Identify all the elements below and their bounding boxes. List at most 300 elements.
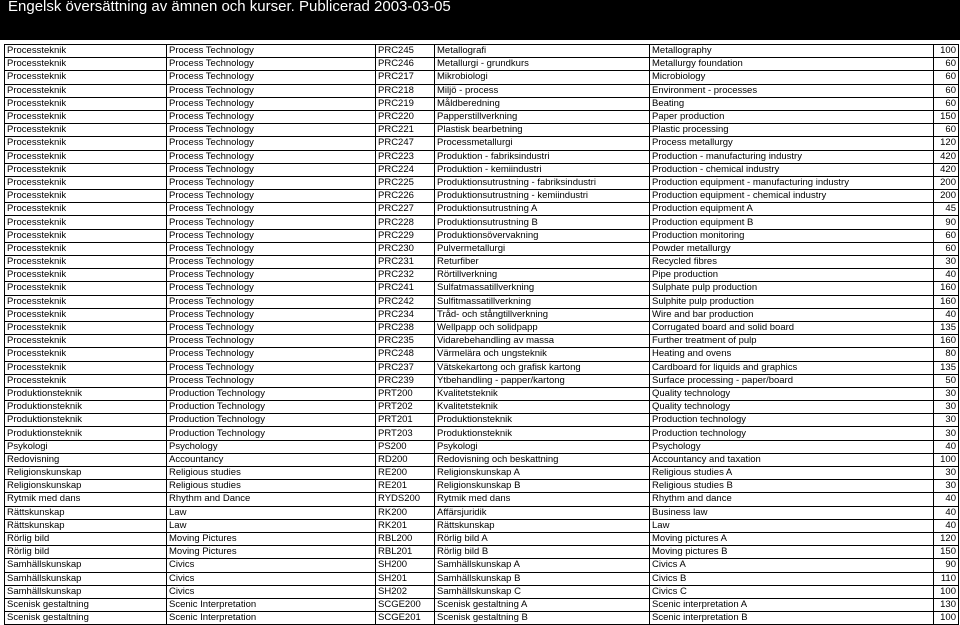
course-code-cell: PRC245 [376,45,435,58]
subject-sv-cell: Processteknik [5,242,167,255]
course-sv-cell: Produktionsutrustning - fabriksindustri [435,176,650,189]
page-title: Engelsk översättning av ämnen och kurser. Publicerad 2003-03-05 [8,0,451,15]
subject-sv-cell: Produktionsteknik [5,401,167,414]
points-cell: 60 [934,84,959,97]
course-en-cell: Religious studies A [650,467,934,480]
course-en-cell: Scenic interpretation B [650,612,934,625]
header-banner [0,0,960,40]
subject-sv-cell: Rytmik med dans [5,493,167,506]
points-cell: 60 [934,242,959,255]
course-code-cell: PRC237 [376,361,435,374]
table-row [5,361,959,374]
course-code-cell: PRT202 [376,401,435,414]
course-code-cell: RK200 [376,506,435,519]
course-en-cell: Sulphite pulp production [650,295,934,308]
course-code-cell: SH200 [376,559,435,572]
course-en-cell: Civics B [650,572,934,585]
subject-en-cell: Psychology [167,440,376,453]
course-en-cell: Process metallurgy [650,137,934,150]
subject-sv-cell: Rättskunskap [5,506,167,519]
course-code-cell: PRC223 [376,150,435,163]
course-en-cell: Metallurgy foundation [650,58,934,71]
subject-en-cell: Process Technology [167,97,376,110]
subject-sv-cell: Processteknik [5,203,167,216]
table-row [5,453,959,466]
course-en-cell: Corrugated board and solid board [650,321,934,334]
course-sv-cell: Produktionsutrustning B [435,216,650,229]
course-sv-cell: Samhällskunskap A [435,559,650,572]
course-en-cell: Religious studies B [650,480,934,493]
table-row [5,348,959,361]
course-table [4,44,959,625]
course-sv-cell: Sulfatmassatillverkning [435,282,650,295]
course-code-cell: PRC220 [376,110,435,123]
course-sv-cell: Mikrobiologi [435,71,650,84]
table-row [5,387,959,400]
table-row [5,506,959,519]
points-cell: 30 [934,387,959,400]
course-en-cell: Law [650,519,934,532]
course-code-cell: RK201 [376,519,435,532]
subject-en-cell: Production Technology [167,401,376,414]
subject-en-cell: Process Technology [167,269,376,282]
course-sv-cell: Metallografi [435,45,650,58]
course-en-cell: Recycled fibres [650,256,934,269]
course-sv-cell: Kvalitetsteknik [435,387,650,400]
course-sv-cell: Ytbehandling - papper/kartong [435,374,650,387]
table-row [5,282,959,295]
course-sv-cell: Scenisk gestaltning B [435,612,650,625]
course-sv-cell: Värmelära och ungsteknik [435,348,650,361]
course-en-cell: Metallography [650,45,934,58]
course-code-cell: PRC234 [376,308,435,321]
course-code-cell: PRC235 [376,335,435,348]
course-sv-cell: Papperstillverkning [435,110,650,123]
subject-sv-cell: Processteknik [5,45,167,58]
course-code-cell: RE200 [376,467,435,480]
course-code-cell: PRC224 [376,163,435,176]
subject-en-cell: Process Technology [167,203,376,216]
table-row [5,163,959,176]
points-cell: 60 [934,58,959,71]
subject-en-cell: Religious studies [167,480,376,493]
subject-en-cell: Law [167,506,376,519]
subject-sv-cell: Samhällskunskap [5,559,167,572]
points-cell: 40 [934,493,959,506]
table-row [5,137,959,150]
course-sv-cell: Metallurgi - grundkurs [435,58,650,71]
course-sv-cell: Kvalitetsteknik [435,401,650,414]
subject-en-cell: Civics [167,585,376,598]
table-row [5,572,959,585]
subject-sv-cell: Processteknik [5,361,167,374]
table-row [5,242,959,255]
course-sv-cell: Sulfitmassatillverkning [435,295,650,308]
table-row [5,519,959,532]
course-en-cell: Wire and bar production [650,308,934,321]
subject-en-cell: Process Technology [167,58,376,71]
course-sv-cell: Samhällskunskap C [435,585,650,598]
points-cell: 30 [934,427,959,440]
points-cell: 60 [934,71,959,84]
subject-sv-cell: Processteknik [5,97,167,110]
course-code-cell: RYDS200 [376,493,435,506]
subject-sv-cell: Processteknik [5,269,167,282]
subject-sv-cell: Processteknik [5,282,167,295]
subject-en-cell: Process Technology [167,229,376,242]
course-en-cell: Production equipment - chemical industry [650,190,934,203]
table-row [5,295,959,308]
course-code-cell: PRC225 [376,176,435,189]
points-cell: 200 [934,190,959,203]
course-en-cell: Further treatment of pulp [650,335,934,348]
course-code-cell: PRT203 [376,427,435,440]
subject-sv-cell: Processteknik [5,150,167,163]
subject-sv-cell: Processteknik [5,176,167,189]
subject-en-cell: Civics [167,559,376,572]
subject-en-cell: Process Technology [167,190,376,203]
points-cell: 45 [934,203,959,216]
subject-en-cell: Process Technology [167,348,376,361]
points-cell: 100 [934,612,959,625]
course-en-cell: Production equipment B [650,216,934,229]
table-row [5,58,959,71]
table-row [5,97,959,110]
subject-en-cell: Process Technology [167,308,376,321]
subject-sv-cell: Processteknik [5,58,167,71]
course-en-cell: Production equipment A [650,203,934,216]
subject-sv-cell: Samhällskunskap [5,572,167,585]
subject-sv-cell: Processteknik [5,163,167,176]
course-code-cell: PRT200 [376,387,435,400]
course-code-cell: SCGE201 [376,612,435,625]
table-body [5,45,959,625]
points-cell: 40 [934,308,959,321]
points-cell: 60 [934,229,959,242]
course-sv-cell: Produktionsövervakning [435,229,650,242]
points-cell: 420 [934,163,959,176]
course-code-cell: SCGE200 [376,598,435,611]
table-row [5,45,959,58]
subject-en-cell: Scenic Interpretation [167,612,376,625]
table-row [5,493,959,506]
subject-en-cell: Process Technology [167,163,376,176]
course-sv-cell: Produktionsutrustning - kemiindustri [435,190,650,203]
points-cell: 110 [934,572,959,585]
table-row [5,480,959,493]
subject-en-cell: Civics [167,572,376,585]
subject-en-cell: Process Technology [167,335,376,348]
points-cell: 160 [934,335,959,348]
subject-en-cell: Moving Pictures [167,546,376,559]
course-code-cell: SH201 [376,572,435,585]
course-en-cell: Heating and ovens [650,348,934,361]
course-code-cell: SH202 [376,585,435,598]
course-sv-cell: Rörtillverkning [435,269,650,282]
table-row [5,190,959,203]
table-row [5,598,959,611]
subject-en-cell: Process Technology [167,84,376,97]
subject-sv-cell: Produktionsteknik [5,427,167,440]
course-en-cell: Paper production [650,110,934,123]
course-en-cell: Quality technology [650,387,934,400]
course-code-cell: PRC230 [376,242,435,255]
points-cell: 90 [934,216,959,229]
points-cell: 420 [934,150,959,163]
course-sv-cell: Pulvermetallurgi [435,242,650,255]
course-sv-cell: Affärsjuridik [435,506,650,519]
subject-sv-cell: Processteknik [5,110,167,123]
course-code-cell: PRC221 [376,124,435,137]
course-sv-cell: Rytmik med dans [435,493,650,506]
course-sv-cell: Miljö - process [435,84,650,97]
points-cell: 100 [934,45,959,58]
table-row [5,203,959,216]
course-code-cell: PRC238 [376,321,435,334]
subject-sv-cell: Processteknik [5,124,167,137]
subject-sv-cell: Processteknik [5,335,167,348]
table-row [5,71,959,84]
course-code-cell: PRC239 [376,374,435,387]
course-en-cell: Quality technology [650,401,934,414]
course-code-cell: PRC248 [376,348,435,361]
course-sv-cell: Religionskunskap A [435,467,650,480]
points-cell: 60 [934,97,959,110]
points-cell: 150 [934,546,959,559]
table-row [5,559,959,572]
subject-en-cell: Production Technology [167,414,376,427]
course-code-cell: PRC227 [376,203,435,216]
table-row [5,612,959,625]
subject-en-cell: Process Technology [167,176,376,189]
subject-en-cell: Religious studies [167,467,376,480]
table-row [5,124,959,137]
course-en-cell: Production - chemical industry [650,163,934,176]
subject-en-cell: Process Technology [167,374,376,387]
subject-en-cell: Process Technology [167,45,376,58]
subject-sv-cell: Processteknik [5,348,167,361]
course-en-cell: Rhythm and dance [650,493,934,506]
course-sv-cell: Psykologi [435,440,650,453]
course-sv-cell: Returfiber [435,256,650,269]
points-cell: 30 [934,467,959,480]
course-code-cell: PRC242 [376,295,435,308]
course-code-cell: PRC217 [376,71,435,84]
table-row [5,308,959,321]
course-sv-cell: Redovisning och beskattning [435,453,650,466]
course-sv-cell: Rättskunskap [435,519,650,532]
subject-sv-cell: Processteknik [5,308,167,321]
course-en-cell: Production monitoring [650,229,934,242]
subject-sv-cell: Processteknik [5,190,167,203]
course-en-cell: Civics C [650,585,934,598]
points-cell: 135 [934,321,959,334]
course-sv-cell: Vätskekartong och grafisk kartong [435,361,650,374]
subject-sv-cell: Produktionsteknik [5,387,167,400]
course-en-cell: Environment - processes [650,84,934,97]
course-code-cell: PRC218 [376,84,435,97]
course-sv-cell: Rörlig bild A [435,532,650,545]
course-code-cell: RBL200 [376,532,435,545]
table-row [5,110,959,123]
subject-en-cell: Process Technology [167,137,376,150]
course-en-cell: Plastic processing [650,124,934,137]
subject-sv-cell: Processteknik [5,229,167,242]
course-sv-cell: Vidarebehandling av massa [435,335,650,348]
table-row [5,374,959,387]
course-en-cell: Psychology [650,440,934,453]
course-en-cell: Business law [650,506,934,519]
points-cell: 90 [934,559,959,572]
points-cell: 135 [934,361,959,374]
points-cell: 120 [934,137,959,150]
table-row [5,585,959,598]
course-en-cell: Production technology [650,427,934,440]
subject-sv-cell: Processteknik [5,137,167,150]
table-row [5,546,959,559]
course-sv-cell: Wellpapp och solidpapp [435,321,650,334]
table-row [5,440,959,453]
subject-sv-cell: Scenisk gestaltning [5,598,167,611]
course-sv-cell: Processmetallurgi [435,137,650,150]
course-en-cell: Powder metallurgy [650,242,934,255]
course-code-cell: PRC246 [376,58,435,71]
table-row [5,256,959,269]
subject-en-cell: Process Technology [167,361,376,374]
subject-sv-cell: Psykologi [5,440,167,453]
course-code-cell: PRC232 [376,269,435,282]
points-cell: 40 [934,440,959,453]
points-cell: 40 [934,519,959,532]
subject-en-cell: Process Technology [167,256,376,269]
course-code-cell: PRC231 [376,256,435,269]
subject-en-cell: Process Technology [167,282,376,295]
points-cell: 60 [934,124,959,137]
points-cell: 100 [934,585,959,598]
course-sv-cell: Produktion - fabriksindustri [435,150,650,163]
course-en-cell: Moving pictures A [650,532,934,545]
course-sv-cell: Tråd- och stångtillverkning [435,308,650,321]
subject-en-cell: Process Technology [167,110,376,123]
subject-sv-cell: Processteknik [5,216,167,229]
course-sv-cell: Plastisk bearbetning [435,124,650,137]
subject-sv-cell: Processteknik [5,295,167,308]
subject-en-cell: Process Technology [167,242,376,255]
subject-en-cell: Accountancy [167,453,376,466]
subject-en-cell: Production Technology [167,387,376,400]
course-code-cell: PRC229 [376,229,435,242]
subject-en-cell: Production Technology [167,427,376,440]
subject-en-cell: Rhythm and Dance [167,493,376,506]
subject-en-cell: Process Technology [167,295,376,308]
course-code-cell: RD200 [376,453,435,466]
course-en-cell: Civics A [650,559,934,572]
course-code-cell: PRC226 [376,190,435,203]
table-row [5,229,959,242]
table-row [5,269,959,282]
subject-sv-cell: Rättskunskap [5,519,167,532]
table-row [5,427,959,440]
course-code-cell: PRT201 [376,414,435,427]
subject-en-cell: Process Technology [167,216,376,229]
course-en-cell: Surface processing - paper/board [650,374,934,387]
course-sv-cell: Rörlig bild B [435,546,650,559]
course-en-cell: Scenic interpretation A [650,598,934,611]
subject-en-cell: Process Technology [167,124,376,137]
table-row [5,414,959,427]
course-sv-cell: Religionskunskap B [435,480,650,493]
table-row [5,216,959,229]
course-en-cell: Beating [650,97,934,110]
subject-sv-cell: Samhällskunskap [5,585,167,598]
subject-sv-cell: Processteknik [5,321,167,334]
table-row [5,335,959,348]
course-en-cell: Production technology [650,414,934,427]
subject-sv-cell: Rörlig bild [5,532,167,545]
course-en-cell: Production equipment - manufacturing industry [650,176,934,189]
table-row [5,176,959,189]
points-cell: 130 [934,598,959,611]
subject-en-cell: Law [167,519,376,532]
course-sv-cell: Produktionsutrustning A [435,203,650,216]
subject-sv-cell: Processteknik [5,84,167,97]
points-cell: 200 [934,176,959,189]
table-row [5,401,959,414]
course-en-cell: Sulphate pulp production [650,282,934,295]
course-code-cell: PS200 [376,440,435,453]
course-sv-cell: Produktion - kemiindustri [435,163,650,176]
course-sv-cell: Måldberedning [435,97,650,110]
subject-en-cell: Process Technology [167,321,376,334]
course-sv-cell: Produktionsteknik [435,414,650,427]
subject-sv-cell: Redovisning [5,453,167,466]
points-cell: 50 [934,374,959,387]
points-cell: 30 [934,256,959,269]
subject-sv-cell: Processteknik [5,256,167,269]
subject-en-cell: Moving Pictures [167,532,376,545]
subject-sv-cell: Rörlig bild [5,546,167,559]
subject-sv-cell: Scenisk gestaltning [5,612,167,625]
points-cell: 40 [934,506,959,519]
course-en-cell: Pipe production [650,269,934,282]
course-code-cell: PRC219 [376,97,435,110]
subject-sv-cell: Religionskunskap [5,480,167,493]
subject-sv-cell: Produktionsteknik [5,414,167,427]
table-row [5,467,959,480]
points-cell: 30 [934,480,959,493]
subject-en-cell: Scenic Interpretation [167,598,376,611]
points-cell: 120 [934,532,959,545]
course-en-cell: Cardboard for liquids and graphics [650,361,934,374]
subject-sv-cell: Processteknik [5,71,167,84]
table-row [5,532,959,545]
course-sv-cell: Produktionsteknik [435,427,650,440]
subject-sv-cell: Processteknik [5,374,167,387]
course-en-cell: Microbiology [650,71,934,84]
points-cell: 40 [934,269,959,282]
subject-en-cell: Process Technology [167,150,376,163]
course-en-cell: Production - manufacturing industry [650,150,934,163]
points-cell: 30 [934,414,959,427]
course-code-cell: RE201 [376,480,435,493]
points-cell: 30 [934,401,959,414]
points-cell: 160 [934,295,959,308]
points-cell: 160 [934,282,959,295]
course-code-cell: PRC228 [376,216,435,229]
course-sv-cell: Samhällskunskap B [435,572,650,585]
course-code-cell: RBL201 [376,546,435,559]
subject-sv-cell: Religionskunskap [5,467,167,480]
